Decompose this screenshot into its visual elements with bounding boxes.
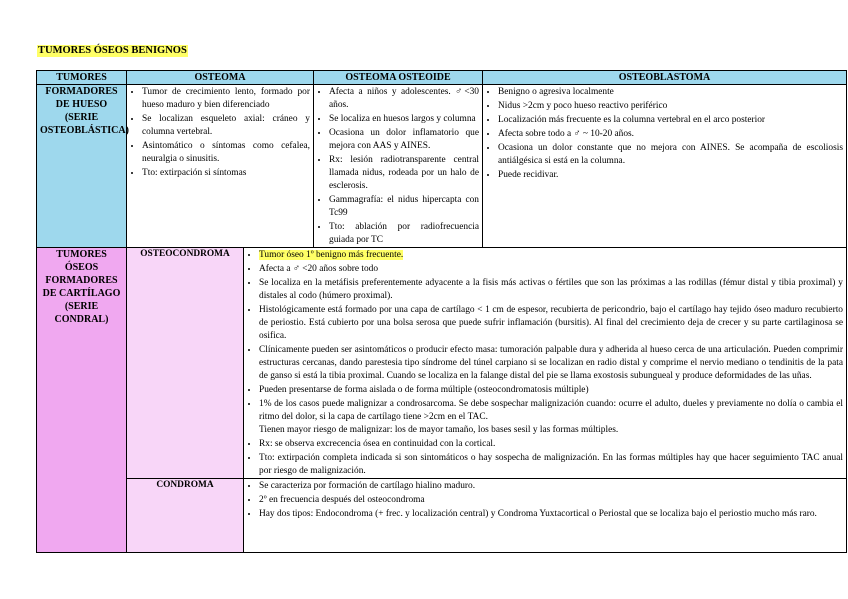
list-item: • Tumor de crecimiento lento, formado por hueso maduro y bien diferenciado [142, 85, 310, 112]
list-note: Tienen mayor riesgo de malignizar: los de mayor tamaño, los bases sesil y las formas múltiples. [259, 425, 619, 435]
tumors-table [36, 70, 847, 553]
cell-osteoma-osteoide [314, 85, 483, 248]
list-item: • Nidus >2cm y poco hueso reactivo periférico [498, 99, 843, 113]
list-item: • Se localiza en la metáfisis preferentemente adyacente a la fisis más activas o fértiles que son las próximas a las rodillas (fémur distal y tibia proximal) y distales al codo (húmero proximal). [259, 276, 843, 303]
header-row [37, 71, 847, 85]
list-item: • Gammagrafía: el nidus hipercapta con Tc99 [329, 193, 479, 220]
list-item: • Tto: extirpación si síntomas [142, 166, 310, 180]
group-label-hueso: FORMADORES DE HUESO (SERIE OSTEOBLÁSTICA) [37, 85, 127, 248]
cell-osteocondroma [244, 248, 847, 479]
list-item: • Rx: lesión radiotransparente central llamada nidus, rodeada por un halo de esclerosis. [329, 153, 479, 193]
list-item: • Hay dos tipos: Endocondroma (+ frec. y localización central) y Condroma Yuxtacortical o Periostal que se localiza bajo el periostio mucho más raro. [259, 507, 843, 521]
list-item: • Tto: extirpación completa indicada si son sintomáticos o hay sospecha de malignización. En las formas múltiples hay que hacer seguimiento TAC anual por riesgo de malignización. [259, 451, 843, 478]
list-item: • Tto: ablación por radiofrecuencia guiada por TC [329, 220, 479, 247]
row-osteocondroma [37, 248, 847, 479]
list-item: • Ocasiona un dolor inflamatorio que mejora con AAS y AINES. [329, 126, 479, 153]
page-title: TUMORES ÓSEOS BENIGNOS [38, 45, 187, 56]
list-item: • Histológicamente está formado por una capa de cartílago < 1 cm de espesor, recubierta de pericondrio, bajo el cartílago hay tejido óseo maduro recubierto de periostio. Está cubierto por una bolsa serosa que puede sufrir inflamación (bursitis). Al final del crecimiento deja de crecer y su parte cartilaginosa se osifica. [259, 303, 843, 343]
cell-condroma [244, 479, 847, 553]
list-item: • Afecta sobre todo a ♂ ~ 10-20 años. [498, 127, 843, 141]
list-item: • Asintomático o síntomas como cefalea, neuralgia o sinusitis. [142, 139, 310, 166]
header-osteoblastoma: OSTEOBLASTOMA [483, 71, 847, 85]
list-item: • Se caracteriza por formación de cartílago hialino maduro. [259, 479, 843, 493]
header-osteoma-osteoide: OSTEOMA OSTEOIDE [314, 71, 483, 85]
list-item: • Rx: se observa excrecencia ósea en continuidad con la cortical. [259, 437, 843, 451]
list-item: • Pueden presentarse de forma aislada o de forma múltiple (osteocondromatosis múltiple) [259, 383, 843, 397]
subtype-condroma: CONDROMA [127, 479, 244, 553]
header-tumores: TUMORES [37, 71, 127, 85]
cell-osteoma [127, 85, 314, 248]
list-item: • 2º en frecuencia después del osteocondroma [259, 493, 843, 507]
list-item: • Clínicamente pueden ser asintomáticos o producir efecto masa: tumoración palpable dura y adherida al hueso cerca de una articulación. Pueden comprimir estructuras cercanas, dando parestesia tipo síndrome del túnel carpiano si se localizan en radio distal y comprime el nervio mediano o tendinitis de la pata de ganso si está la tibia proximal. Cuando se localiza en la falange distal del pie se llama exostosis subungueal y produce deformidades de las uñas. [259, 343, 843, 383]
list-item: • Benigno o agresiva localmente [498, 85, 843, 99]
list-item: • Afecta a niños y adolescentes. ♂<30 años. [329, 85, 479, 112]
subtype-osteocondroma: OSTEOCONDROMA [127, 248, 244, 479]
row-formadores-hueso [37, 85, 847, 248]
list-item: • Afecta a ♂ <20 años sobre todo [259, 262, 843, 276]
row-condroma [37, 479, 847, 553]
list-item: • Localización más frecuente es la columna vertebral en el arco posterior [498, 113, 843, 127]
list-item: • Ocasiona un dolor constante que no mejora con AINES. Se acompaña de escoliosis antiálgésica si está en la columna. [498, 141, 843, 168]
list-item: • Se localizan esqueleto axial: cráneo y columna vertebral. [142, 112, 310, 139]
highlighted-text: Tumor óseo 1º benigno más frecuente. [259, 250, 404, 260]
list-item: • Puede recidivar. [498, 168, 843, 182]
list-item: • 1% de los casos puede malignizar a condrosarcoma. Se debe sospechar malignización cuando: ocurre el adulto, dueles y previamente no dolía o cambia el ritmo del dolor, si la capa de cartílago tiene >2cm en el TAC. [259, 397, 843, 424]
list-item [259, 248, 843, 262]
group-label-cartilago: TUMORES ÓSEOS FORMADORES DE CARTÍLAGO (SERIE CONDRAL) [37, 248, 127, 553]
cell-osteoblastoma [483, 85, 847, 248]
header-osteoma: OSTEOMA [127, 71, 314, 85]
list-item: • Se localiza en huesos largos y columna [329, 112, 479, 126]
